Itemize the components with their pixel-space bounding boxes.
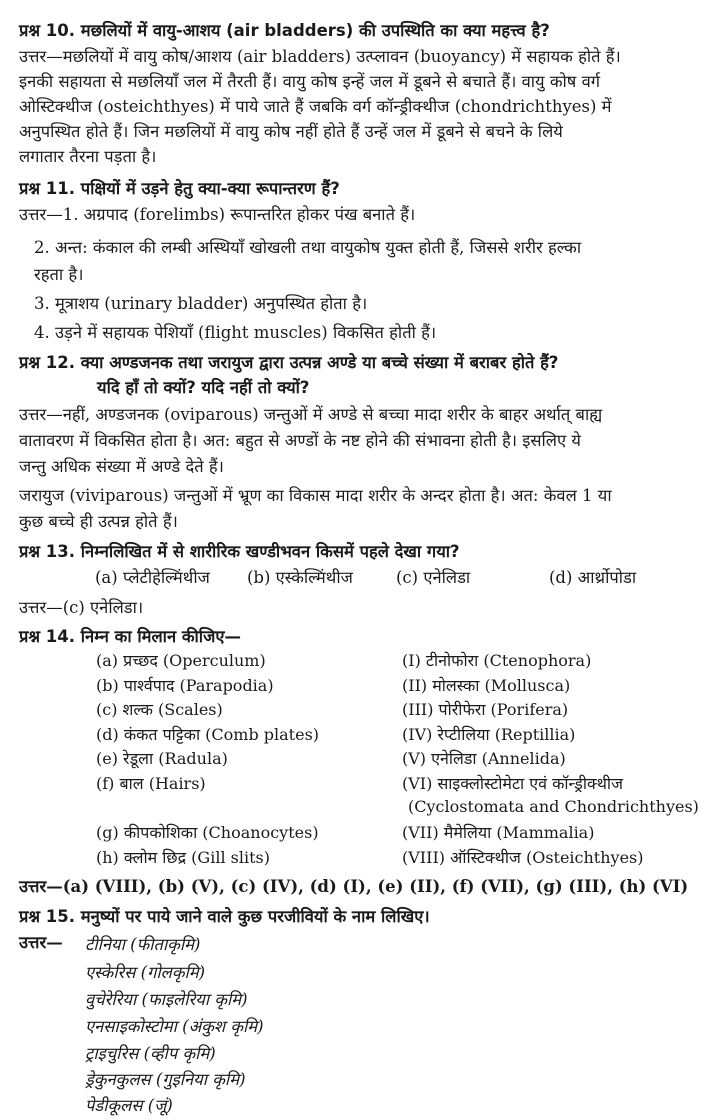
answer-12-line: उत्तर—नहीं, अण्डजनक (oviparous) जन्तुओं में अण्डे से बच्चा मादा शरीर के बाहर अर्थात् बाह्य <box>19 405 603 424</box>
match-left-item <box>96 797 402 822</box>
option-a: (a) प्लेटीहेल्मिंथीज <box>95 568 210 587</box>
answer-10-line: अनुपस्थित होते हैं। जिन मछलियों में वायु कोष नहीं होते हैं उन्हें जल में डूबने से बचने के लिये <box>19 122 563 141</box>
answer-14: उत्तर—(a) (VIII), (b) (V), (c) (IV), (d) (I), (e) (II), (f) (VII), (g) (III), (h) (VI) <box>19 877 689 896</box>
option-b: (b) एस्केल्मिंथीज <box>247 568 353 587</box>
answer-11-line: उत्तर—1. अग्रपाद (forelimbs) रूपान्तरित होकर पंख बनाते हैं। <box>19 205 416 224</box>
question-12-title: प्रश्न 12. क्या अण्डजनक तथा जरायुज द्वारा उत्पन्न अण्डे या बच्चे संख्या में बराबर होते हैं? <box>19 353 559 372</box>
parasite-item: टीनिया (फीताकृमि) <box>85 935 201 954</box>
answer-12-line: जरायुज (viviparous) जन्तुओं में भ्रूण का विकास मादा शरीर के अन्दर होता है। अत: केवल 1 या <box>19 486 612 505</box>
answer-11-line: 4. उड़ने में सहायक पेशियाँ (flight muscles) विकसित होती हैं। <box>34 323 437 342</box>
table-row <box>96 723 699 748</box>
match-left-item: (f) बाल (Hairs) <box>96 773 206 793</box>
table-row <box>96 846 699 871</box>
match-left-item: (g) कीपकोशिका (Choanocytes) <box>96 823 319 843</box>
answer-13: उत्तर—(c) एनेलिडा। <box>19 598 144 617</box>
match-left-item: (d) कंकत पट्टिका (Comb plates) <box>96 724 320 744</box>
table-row <box>96 649 699 674</box>
parasite-item: वुचेरेरिया (फाइलेरिया कृमि) <box>85 990 248 1009</box>
match-right-item: (I) टीनोफोरा (Ctenophora) <box>402 651 592 670</box>
match-right-item: (VI) साइक्लोस्टोमेटा एवं कॉन्ड्रीक्थीज <box>402 773 623 793</box>
match-right-item: (Cyclostomata and Chondrichthyes) <box>408 796 699 816</box>
match-left-item: (e) रेडूला (Radula) <box>96 749 228 769</box>
match-right-item: (V) एनेलिडा (Annelida) <box>402 749 566 769</box>
match-right-item: (IV) रेप्टीलिया (Reptillia) <box>402 724 576 744</box>
answer-12-line: कुछ बच्चे ही उत्पन्न होते हैं। <box>19 512 178 531</box>
parasite-item: पेडीकूलस (जूं) <box>85 1096 173 1115</box>
answer-11-line: 2. अन्त: कंकाल की लम्बी अस्थियाँ खोखली तथा वायुकोष युक्त होती हैं, जिससे शरीर हल्का <box>34 238 582 257</box>
parasite-item: ट्राइचुरिस (व्हीप कृमि) <box>85 1044 216 1063</box>
match-right-item: (VIII) ऑस्टिक्थीज (Osteichthyes) <box>402 847 644 867</box>
option-c: (c) एनेलिडा <box>396 568 471 587</box>
parasite-item: एस्केरिस (गोलकृमि) <box>85 963 206 982</box>
parasite-item: ड्रेकुनकुलस (गुइनिया कृमि) <box>85 1070 246 1089</box>
match-left-item: (b) पार्श्वपाद (Parapodia) <box>96 675 274 695</box>
answer-11-line: रहता है। <box>34 265 84 284</box>
question-15-title: प्रश्न 15. मनुष्यों पर पाये जाने वाले कुछ परजीवियों के नाम लिखिए। <box>19 907 430 926</box>
answer-10-line: ओस्टिक्थीज (osteichthyes) में पाये जाते हैं जबकि वर्ग कॉन्ड्रीक्थीज (chondrichthyes) में <box>19 97 612 116</box>
parasite-item: एनसाइकोस्टोमा (अंकुश कृमि) <box>85 1017 264 1036</box>
table-row <box>96 674 699 699</box>
table-row <box>96 747 699 772</box>
table-row <box>96 821 699 846</box>
answer-12-line: वातावरण में विकसित होता है। अत: बहुत से अण्डों के नष्ट होने की संभावना होती है। इसलिए ये <box>19 431 581 450</box>
match-right-item: (III) पोरीफेरा (Porifera) <box>402 700 569 720</box>
match-table <box>96 649 699 870</box>
answer-11-line: 3. मूत्राशय (urinary bladder) अनुपस्थित होता है। <box>34 294 368 313</box>
answer-10-line: इनकी सहायता से मछलियाँ जल में तैरती हैं। वायु कोष इन्हें जल में डूबने से बचाते हैं। वायु कोष वर्ग <box>19 72 601 91</box>
table-row <box>96 772 699 797</box>
answer-10-line: लगातार तैरना पड़ता है। <box>19 147 157 166</box>
question-10-title: प्रश्न 10. मछलियों में वायु-आशय (air bladders) की उपस्थिति का क्या महत्त्व है? <box>19 21 550 40</box>
question-11-title: प्रश्न 11. पक्षियों में उड़ने हेतु क्या-क्या रूपान्तरण हैं? <box>19 179 340 198</box>
option-d: (d) आर्थ्रोपोडा <box>549 568 637 587</box>
answer-15-label: उत्तर— <box>19 933 63 952</box>
question-14-title: प्रश्न 14. निम्न का मिलान कीजिए— <box>19 627 241 646</box>
match-right-item: (II) मोलस्का (Mollusca) <box>402 675 571 695</box>
question-12-title-cont: यदि हाँ तो क्यों? यदि नहीं तो क्यों? <box>97 378 310 397</box>
match-left-item: (h) क्लोम छिद्र (Gill slits) <box>96 847 270 867</box>
match-right-item: (VII) मैमेलिया (Mammalia) <box>402 823 595 843</box>
match-left-item: (a) प्रच्छद (Operculum) <box>96 651 266 670</box>
table-row <box>96 797 699 822</box>
table-row <box>96 698 699 723</box>
match-left-item: (c) शल्क (Scales) <box>96 700 223 720</box>
question-13-title: प्रश्न 13. निम्नलिखित में से शारीरिक खण्डीभवन किसमें पहले देखा गया? <box>19 542 460 561</box>
answer-12-line: जन्तु अधिक संख्या में अण्डे देते हैं। <box>19 457 224 476</box>
answer-10-line: उत्तर—मछलियों में वायु कोष/आशय (air bladders) उत्प्लावन (buoyancy) में सहायक होते हैं। <box>19 47 621 66</box>
